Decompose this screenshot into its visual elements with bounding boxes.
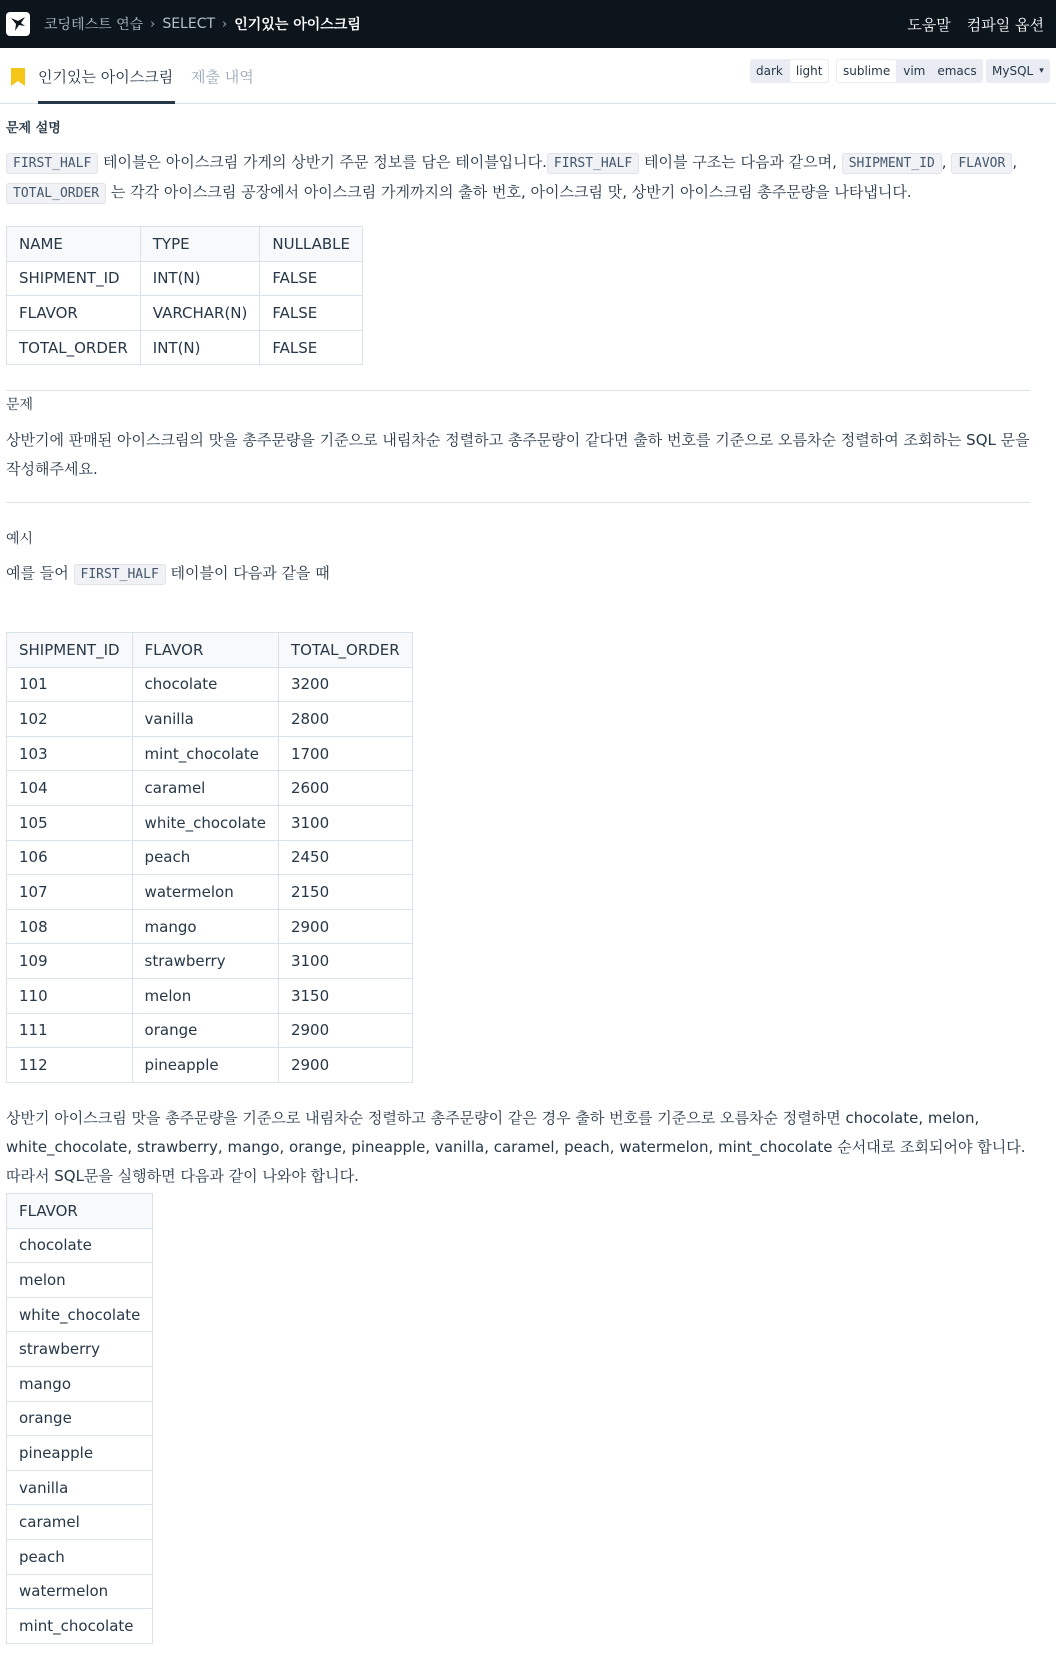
table-cell: 2600	[278, 771, 412, 806]
schema-table	[6, 226, 363, 365]
table-row	[7, 771, 413, 806]
keymap-emacs-button[interactable]: emacs	[937, 64, 977, 78]
table-row	[7, 702, 413, 737]
table-cell: watermelon	[7, 1574, 153, 1609]
chevron-right-icon: ›	[150, 16, 156, 32]
breadcrumb-current: 인기있는 아이스크림	[234, 17, 361, 33]
theme-switcher	[750, 59, 829, 83]
table-cell: 105	[7, 805, 133, 840]
table-cell: 110	[7, 978, 133, 1013]
example-intro-suffix: 테이블이 다음과 같을 때	[165, 564, 330, 582]
table-cell: watermelon	[132, 875, 278, 910]
table-cell: TOTAL_ORDER	[7, 330, 141, 365]
top-nav-links	[907, 0, 1044, 48]
table-cell: FLAVOR	[7, 296, 141, 331]
top-nav	[0, 0, 1056, 48]
table-cell: 104	[7, 771, 133, 806]
table-row	[7, 840, 413, 875]
example-data-table-body	[7, 633, 413, 1083]
table-row	[7, 875, 413, 910]
inline-code: TOTAL_ORDER	[6, 183, 106, 204]
table-row	[7, 227, 363, 262]
problem-label: 문제	[6, 397, 34, 413]
keymap-vim-button[interactable]: vim	[903, 64, 926, 78]
table-header-cell: NAME	[7, 227, 141, 262]
inline-code: FLAVOR	[951, 153, 1012, 174]
table-cell: mint_chocolate	[132, 736, 278, 771]
table-row	[7, 1194, 153, 1229]
table-cell: 3150	[278, 978, 412, 1013]
intro-text: 는 각각 아이스크림 공장에서 아이스크림 가게까지의 출하 번호, 아이스크림 맛, 상반기 아이스크림 총주문량을 나타냅니다.	[106, 183, 912, 201]
table-cell: chocolate	[7, 1228, 153, 1263]
table-row	[7, 1013, 413, 1048]
table-cell: VARCHAR(N)	[140, 296, 260, 331]
inline-code: FIRST_HALF	[6, 153, 98, 174]
table-cell: mango	[7, 1366, 153, 1401]
table-cell: 2450	[278, 840, 412, 875]
table-row	[7, 330, 363, 365]
example-intro	[6, 559, 1030, 589]
table-row	[7, 909, 413, 944]
table-row	[7, 1228, 153, 1263]
table-cell: 111	[7, 1013, 133, 1048]
table-row	[7, 1539, 153, 1574]
table-cell: orange	[7, 1401, 153, 1436]
inline-code: SHIPMENT_ID	[842, 153, 942, 174]
tab-submissions[interactable]: 제출 내역	[191, 67, 254, 86]
table-cell: 2800	[278, 702, 412, 737]
table-row	[7, 805, 413, 840]
table-cell: orange	[132, 1013, 278, 1048]
table-cell: 2900	[278, 909, 412, 944]
table-row	[7, 944, 413, 979]
table-cell: mint_chocolate	[7, 1609, 153, 1644]
table-row	[7, 1436, 153, 1471]
table-cell: FALSE	[260, 330, 363, 365]
table-cell: 106	[7, 840, 133, 875]
example-explanation: 상반기 아이스크림 맛을 총주문량을 기준으로 내림차순 정렬하고 총주문량이 같은 경우 출하 번호를 기준으로 오름차순 정렬하면 chocolate, melon, white_chocolate, strawberry, mango, orange, pineapple, vanilla, caramel, peach, watermelon, mint_chocolate 순서대로 조회되어야 합니다. 따라서 SQL문을 실행하면 다음과 같이 나와야 합니다.	[6, 1109, 1026, 1185]
table-cell: pineapple	[132, 1048, 278, 1083]
table-cell: FALSE	[260, 261, 363, 296]
caret-down-icon: ▾	[1039, 66, 1044, 76]
table-cell: mango	[132, 909, 278, 944]
table-cell: melon	[7, 1263, 153, 1298]
table-row	[7, 667, 413, 702]
table-cell: 108	[7, 909, 133, 944]
table-cell: vanilla	[132, 702, 278, 737]
table-cell: pineapple	[7, 1436, 153, 1471]
table-cell: caramel	[7, 1505, 153, 1540]
table-cell: SHIPMENT_ID	[7, 261, 141, 296]
table-header-cell: NULLABLE	[260, 227, 363, 262]
table-cell: melon	[132, 978, 278, 1013]
table-row	[7, 1297, 153, 1332]
keymap-switcher	[836, 59, 983, 83]
table-cell: 109	[7, 944, 133, 979]
table-cell: white_chocolate	[7, 1297, 153, 1332]
language-select-value: MySQL	[992, 64, 1034, 78]
table-cell: INT(N)	[140, 330, 260, 365]
table-header-cell: FLAVOR	[7, 1194, 153, 1229]
table-cell: 3100	[278, 944, 412, 979]
table-cell: 2150	[278, 875, 412, 910]
keymap-sublime-button[interactable]: sublime	[836, 59, 897, 83]
table-cell: peach	[7, 1539, 153, 1574]
table-row	[7, 1574, 153, 1609]
table-cell: FALSE	[260, 296, 363, 331]
breadcrumb	[44, 0, 361, 48]
table-cell: 112	[7, 1048, 133, 1083]
table-cell: strawberry	[7, 1332, 153, 1367]
table-row	[7, 1332, 153, 1367]
problem-text: 상반기에 판매된 아이스크림의 맛을 총주문량을 기준으로 내림차순 정렬하고 총주문량이 같다면 출하 번호를 기준으로 오름차순 정렬하여 조회하는 SQL 문을 작성해주세요.	[6, 431, 1030, 478]
table-cell: 3200	[278, 667, 412, 702]
table-row	[7, 978, 413, 1013]
table-cell: strawberry	[132, 944, 278, 979]
table-row	[7, 1366, 153, 1401]
example-intro-prefix: 예를 들어	[6, 564, 74, 582]
table-row	[7, 261, 363, 296]
compile-options-link[interactable]: 컴파일 옵션	[966, 15, 1044, 34]
table-cell: 101	[7, 667, 133, 702]
table-row	[7, 1609, 153, 1644]
intro-text: 테이블은 아이스크림 가게의 상반기 주문 정보를 담은 테이블입니다.	[98, 153, 547, 171]
table-cell: INT(N)	[140, 261, 260, 296]
intro-text: ,	[1012, 153, 1018, 171]
table-cell: 2900	[278, 1048, 412, 1083]
table-cell: 102	[7, 702, 133, 737]
table-cell: white_chocolate	[132, 805, 278, 840]
table-row	[7, 1401, 153, 1436]
table-cell: 3100	[278, 805, 412, 840]
example-result-table	[6, 1193, 153, 1644]
divider	[6, 502, 1030, 503]
breadcrumb-coding-test[interactable]: 코딩테스트 연습	[44, 17, 144, 33]
table-row	[7, 296, 363, 331]
example-data-table	[6, 632, 413, 1083]
table-cell: 107	[7, 875, 133, 910]
table-cell: caramel	[132, 771, 278, 806]
theme-dark-button[interactable]: dark	[756, 64, 783, 78]
table-header-cell: TOTAL_ORDER	[278, 633, 412, 668]
example-label: 예시	[6, 531, 34, 547]
table-row	[7, 1048, 413, 1083]
table-header-cell: TYPE	[140, 227, 260, 262]
example-result-table-body	[7, 1194, 153, 1644]
divider	[6, 390, 1030, 391]
help-link[interactable]: 도움말	[907, 15, 951, 34]
active-tab-indicator	[38, 101, 175, 104]
table-row	[7, 633, 413, 668]
schema-table-body	[7, 227, 363, 365]
programmers-logo-icon[interactable]	[6, 12, 30, 36]
table-row	[7, 736, 413, 771]
table-row	[7, 1505, 153, 1540]
inline-code: FIRST_HALF	[547, 153, 639, 174]
table-cell: 2900	[278, 1013, 412, 1048]
table-row	[7, 1263, 153, 1298]
language-select[interactable]	[986, 59, 1050, 83]
table-cell: chocolate	[132, 667, 278, 702]
inline-code: FIRST_HALF	[74, 564, 166, 585]
description-heading: 문제 설명	[6, 121, 61, 136]
table-header-cell: SHIPMENT_ID	[7, 633, 133, 668]
description-intro	[6, 148, 1030, 208]
theme-light-button[interactable]: light	[789, 59, 830, 83]
table-cell: 1700	[278, 736, 412, 771]
table-header-cell: FLAVOR	[132, 633, 278, 668]
intro-text: 테이블 구조는 다음과 같으며,	[639, 153, 842, 171]
table-cell: 103	[7, 736, 133, 771]
table-row	[7, 1470, 153, 1505]
chevron-right-icon: ›	[222, 16, 228, 32]
intro-text: ,	[941, 153, 947, 171]
bookmark-icon[interactable]	[10, 67, 26, 87]
breadcrumb-select[interactable]: SELECT	[162, 16, 216, 32]
table-cell: vanilla	[7, 1470, 153, 1505]
tab-problem[interactable]: 인기있는 아이스크림	[38, 67, 174, 86]
table-cell: peach	[132, 840, 278, 875]
